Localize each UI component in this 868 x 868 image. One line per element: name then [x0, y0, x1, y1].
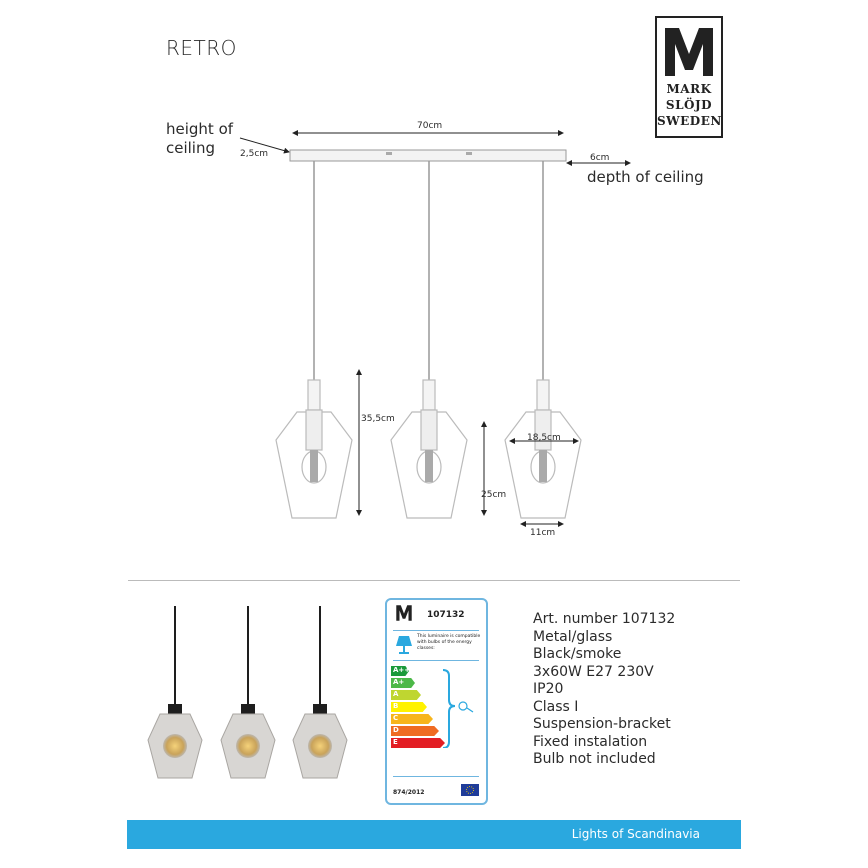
energy-class-a: A [391, 690, 421, 700]
energy-class-b: B [391, 702, 427, 712]
energy-range-bracket-icon [439, 668, 483, 748]
spec-color: Black/smoke [533, 646, 622, 662]
product-photo [140, 600, 360, 790]
shade-width-dim-label: 18,5cm [527, 433, 561, 443]
mini-logo-icon [395, 604, 413, 622]
ceiling-depth-dim-label: 6cm [590, 153, 610, 163]
logo-line-1: MARK [666, 82, 712, 96]
shade-bottom-dim-label: 11cm [530, 528, 556, 538]
energy-class-c: C [391, 714, 433, 724]
width-dim-label: 70cm [417, 121, 443, 131]
pendant-photo-3 [293, 606, 347, 778]
energy-class-a-plus: A+ [391, 678, 415, 688]
energy-label-regulation: 874/2012 [393, 789, 425, 796]
energy-label-info: This luminaire is compatible with bulbs of the energy classes: [417, 634, 481, 651]
pendant-photo-2 [221, 606, 275, 778]
footer-bar [127, 820, 741, 849]
pendant-photo-1 [148, 606, 202, 778]
energy-class-scale [391, 666, 445, 750]
spec-ip-rating: IP20 [533, 681, 564, 697]
depth-of-ceiling-label: depth of ceiling [587, 168, 704, 186]
lamp-height-dim-label: 35,5cm [361, 414, 395, 424]
logo-line-2: SLÖJD [665, 98, 713, 112]
energy-label [385, 598, 488, 805]
spec-installation: Fixed instalation [533, 733, 648, 750]
shade-height-dim-label: 25cm [481, 490, 507, 500]
energy-class-e: E [391, 738, 445, 748]
energy-class-d: D [391, 726, 439, 736]
lamp-shade-left [276, 380, 352, 518]
spec-article-number: Art. number 107132 [533, 611, 676, 627]
height-of-ceiling-label: height of ceiling [166, 120, 234, 157]
ceiling-height-dim-label: 2,5cm [240, 149, 269, 159]
lamp-shade-right [505, 380, 581, 518]
spec-material: Metal/glass [533, 628, 613, 645]
specifications-list [533, 611, 675, 769]
spec-bulb: Bulb not included [533, 751, 656, 767]
footer-tagline: Lights of Scandinavia [571, 827, 700, 841]
lamp-shade-middle [391, 380, 467, 518]
spec-mounting: Suspension-bracket [533, 716, 671, 732]
spec-class: Class I [533, 698, 579, 715]
ceiling-bar [290, 150, 566, 161]
spec-power: 3x60W E27 230V [533, 663, 654, 680]
energy-label-article: 107132 [427, 610, 465, 620]
logo-line-3: SWEDEN [657, 114, 722, 128]
section-divider [128, 580, 740, 581]
product-title: RETRO [166, 36, 237, 60]
eu-flag-icon [461, 784, 479, 796]
energy-class-a-plus-plus: A++ [393, 666, 411, 674]
lamp-icon [395, 634, 413, 656]
